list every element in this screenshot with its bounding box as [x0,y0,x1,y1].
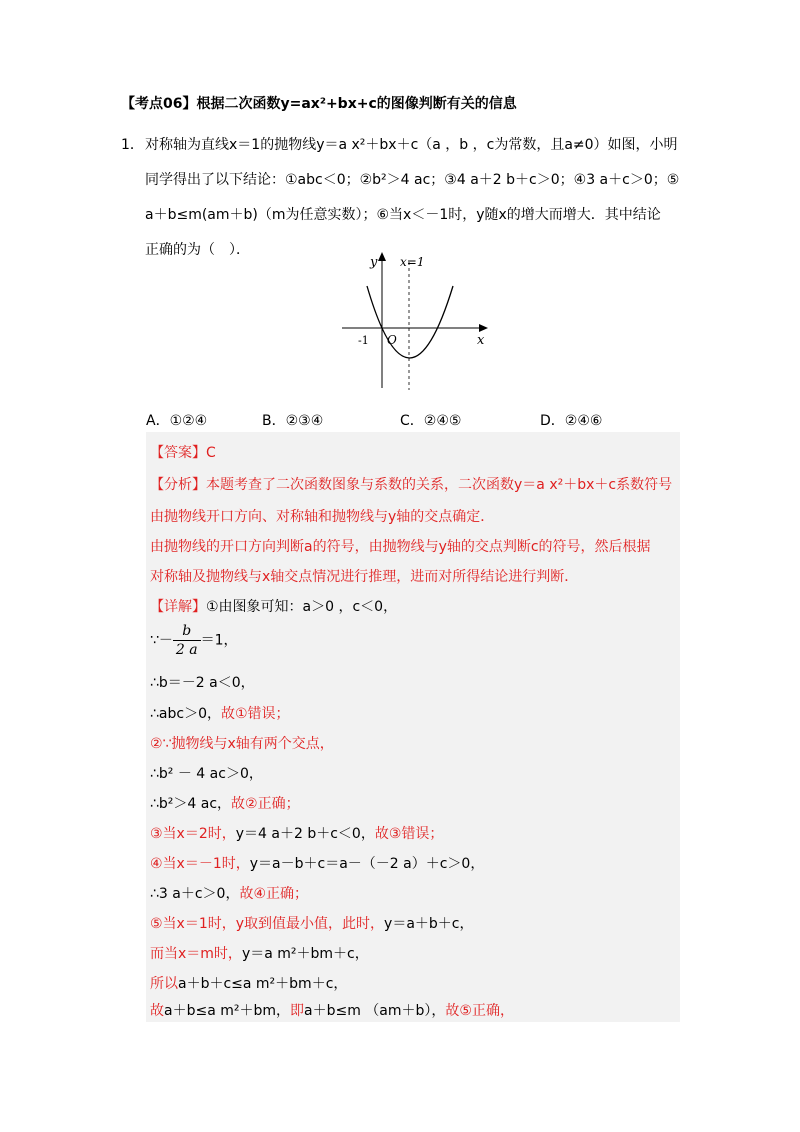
x-axis-arrow [479,324,488,332]
detail-9-condition: ④当x＝－1时， [150,856,250,872]
question-number: 1． [121,137,144,153]
detail-line-8 [150,823,443,843]
fraction [173,622,201,659]
analysis-line-2: 由抛物线开口方向、对称轴和抛物线与y轴的交点确定． [150,509,495,525]
detail-line-9 [150,853,484,873]
detail-10-conclusion: 故④正确； [239,886,309,902]
detail-line-4 [150,703,290,723]
answer-line: 【答案】C [150,445,216,461]
detail-10-math: ∴3 a＋c＞0， [150,886,240,902]
fraction-numerator: b [173,622,201,641]
parabola-graph [340,248,490,393]
detail-line-1 [150,596,397,616]
option-d[interactable]: D．②④⑥ [540,413,603,429]
detail-text-1: ①由图象可知：a＞0 ，c＜0， [206,599,398,615]
option-b[interactable]: B．②③④ [262,413,324,429]
symmetry-label: x=1 [400,255,425,269]
detail-line-3: ∴b＝－2 a＜0， [150,675,255,691]
detail-9-math: y＝a－b＋c＝a－（－2 a）＋c＞0， [249,856,485,872]
detail-8-condition: ③当x＝2时， [150,826,236,842]
question-line-2: 同学得出了以下结论：①abc＜0；②b²＞4 ac；③4 a＋2 b＋c＞0；④3 a＋c＞0；⑤ [145,172,680,188]
detail-line-5: ②∵抛物线与x轴有两个交点， [150,736,334,752]
detail-11-condition: ⑤当x＝1时，y取到值最小值，此时， [150,916,385,932]
y-axis-label: y [370,255,378,270]
detail-line-7 [150,793,300,813]
detail-14-connector: 即 [290,1003,304,1019]
detail-14-math-2: a＋b≤m （am＋b）， [304,1003,446,1019]
detail-14-math-1: a＋b≤a m²＋bm， [164,1003,290,1019]
y-axis-arrow [378,252,386,261]
detail-tag: 【详解】 [150,599,206,615]
option-c[interactable]: C．②④⑤ [400,413,462,429]
tick-minus-one: -1 [358,334,369,347]
section-heading: 【考点06】根据二次函数y=ax²+bx+c的图像判断有关的信息 [121,96,517,112]
detail-4-math: ∴abc＞0， [150,706,221,722]
analysis-line-4: 对称轴及抛物线与x轴交点情况进行推理，进而对所得结论进行判断． [150,569,579,585]
option-a[interactable]: A．①②④ [146,413,208,429]
question-line-4: 正确的为（ ）． [145,242,250,258]
question-line-1: 对称轴为直线x＝1的抛物线y＝a x²＋bx＋c（a ，b ，c为常数，且a≠0）如图，小明 [145,137,678,153]
detail-11-math: y＝a＋b＋c， [384,916,474,932]
detail-7-math: ∴b²＞4 ac， [150,796,232,812]
analysis-line-3: 由抛物线的开口方向判断a的符号，由抛物线与y轴的交点判断c的符号，然后根据 [150,539,651,555]
detail-line-14 [150,1000,514,1020]
fraction-prefix: ∵－ [150,632,173,649]
question-line-3: a＋b≤m(am＋b)（m为任意实数）；⑥当x＜－1时，y随x的增大而增大．其中结论 [145,207,661,223]
analysis-text-1: 本题考查了二次函数图象与系数的关系，二次函数y＝a x²＋bx＋c系数符号 [206,477,673,493]
detail-8-math: y＝4 a＋2 b＋c＜0， [235,826,375,842]
detail-14-prefix: 故 [150,1003,164,1019]
analysis-tag: 【分析】 [150,477,206,493]
detail-13-math: a＋b＋c≤a m²＋bm＋c， [178,976,348,992]
fraction-suffix: ＝1， [200,632,238,649]
detail-line-10 [150,883,308,903]
detail-line-6: ∴b² － 4 ac＞0， [150,766,263,782]
detail-line-13 [150,973,347,993]
detail-4-conclusion: 故①错误； [220,706,290,722]
origin-label: O [387,333,397,347]
detail-7-conclusion: 故②正确； [231,796,300,812]
parabola-curve [367,286,453,358]
detail-12-math: y＝a m²＋bm＋c， [241,946,369,962]
x-axis-label: x [477,333,485,348]
detail-12-condition: 而当x＝m时， [150,946,242,962]
detail-13-prefix: 所以 [150,976,178,992]
analysis-line-1 [150,474,672,494]
fraction-denominator: 2 a [175,642,198,658]
detail-14-conclusion: 故⑤正确， [445,1003,514,1019]
detail-line-11 [150,913,473,933]
detail-fraction-line [150,622,238,659]
detail-8-conclusion: 故③错误； [374,826,444,842]
detail-line-12 [150,943,369,963]
